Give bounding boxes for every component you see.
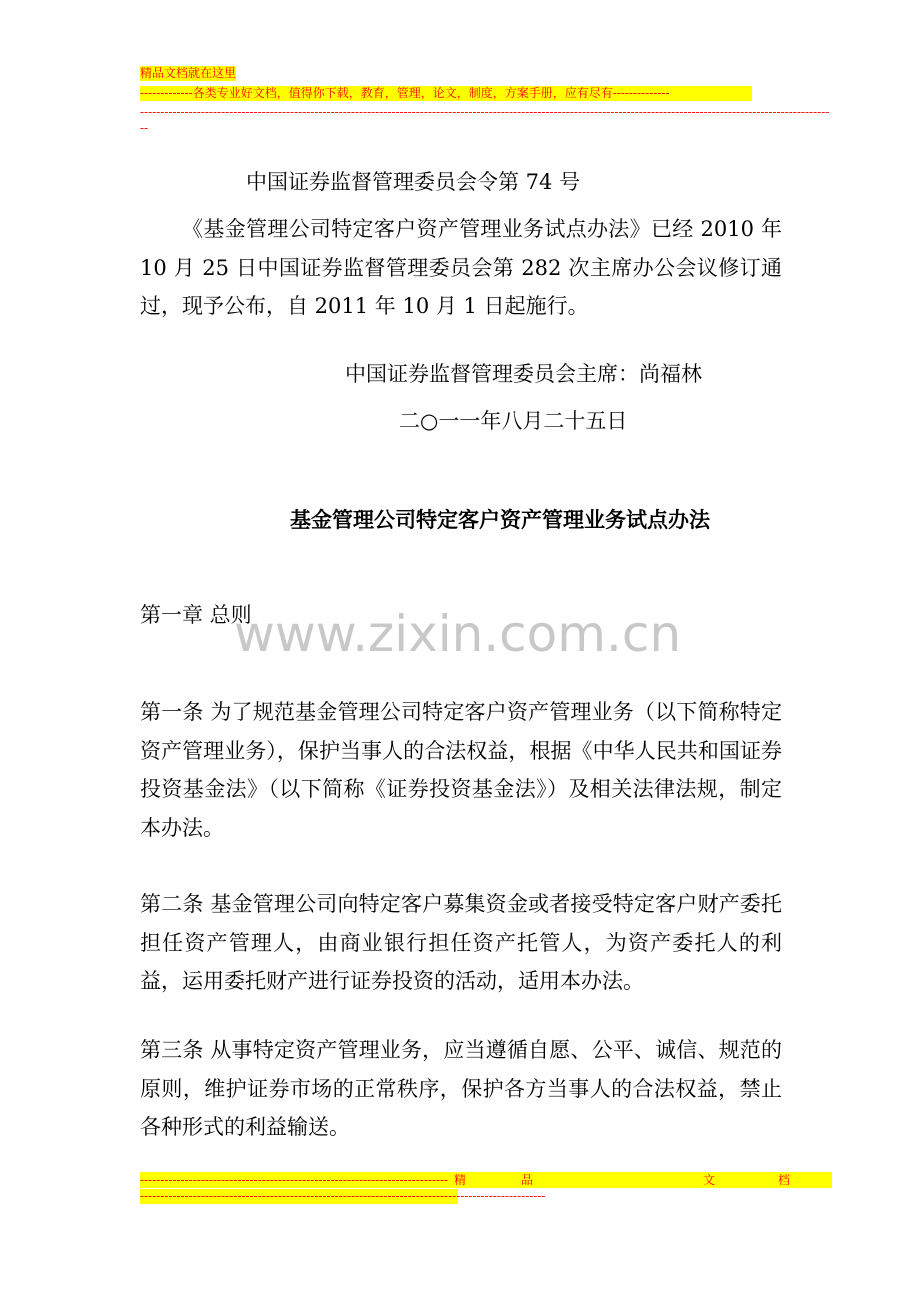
chapter-heading: 第一章 总则 [140,603,252,627]
footer-char-4: 档 [778,1173,791,1187]
order-date: 二○一一年八月二十五日 [399,409,628,433]
header-rule: -------------------------------------------------------------------------------------------------------------------------------------------------------------------------- [140,105,830,119]
article-3: 第三条 从事特定资产管理业务，应当遵循自愿、公平、诚信、规范的原则，维护证券市场的正常秩序，保护各方当事人的合法权益，禁止各种形式的利益输送。 [140,1038,782,1139]
footer-char-1: 精 [454,1173,467,1187]
header-brand: 精品文档就在这里 [140,66,237,80]
footer-char-3: 文 [703,1173,716,1187]
order-signatory: 中国证券监督管理委员会主席：尚福林 [345,362,702,386]
watermark-text: www.zixin.com.cn [234,605,682,663]
header-rule-tail: -- [140,121,149,135]
footer-char-2: 品 [521,1173,534,1187]
footer-rule: ---------------------------------------------------------------------------------------------------- [140,1189,546,1203]
article-2: 第二条 基金管理公司向特定客户募集资金或者接受特定客户财产委托担任资产管理人，由商业银行担任资产托管人，为资产委托人的利益，运用委托财产进行证券投资的活动，适用本办法。 [140,892,782,993]
article-1: 第一条 为了规范基金管理公司特定客户资产管理业务（以下简称特定资产管理业务），保护当事人的合法权益，根据《中华人民共和国证券投资基金法》（以下简称《证券投资基金法》）及相关法律法规，制定本办法。 [140,700,782,840]
order-body: 《基金管理公司特定客户资产管理业务试点办法》已经 2010 年 10 月 25 日中国证券监督管理委员会第 282 次主席办公会议修订通过，现予公布，自 2011 年 10 月 1 日起施行。 [140,217,782,318]
footer-banner [140,1172,832,1188]
order-title: 中国证券监督管理委员会令第 74 号 [246,170,581,194]
header-tagline: -------------各类专业好文档，值得你下载，教育，管理，论文，制度，方案手册，应有尽有-------------- [140,86,752,101]
footer-dashes: ---------------------------------------------------------------------------- [140,1173,449,1187]
document-title: 基金管理公司特定客户资产管理业务试点办法 [290,507,710,532]
